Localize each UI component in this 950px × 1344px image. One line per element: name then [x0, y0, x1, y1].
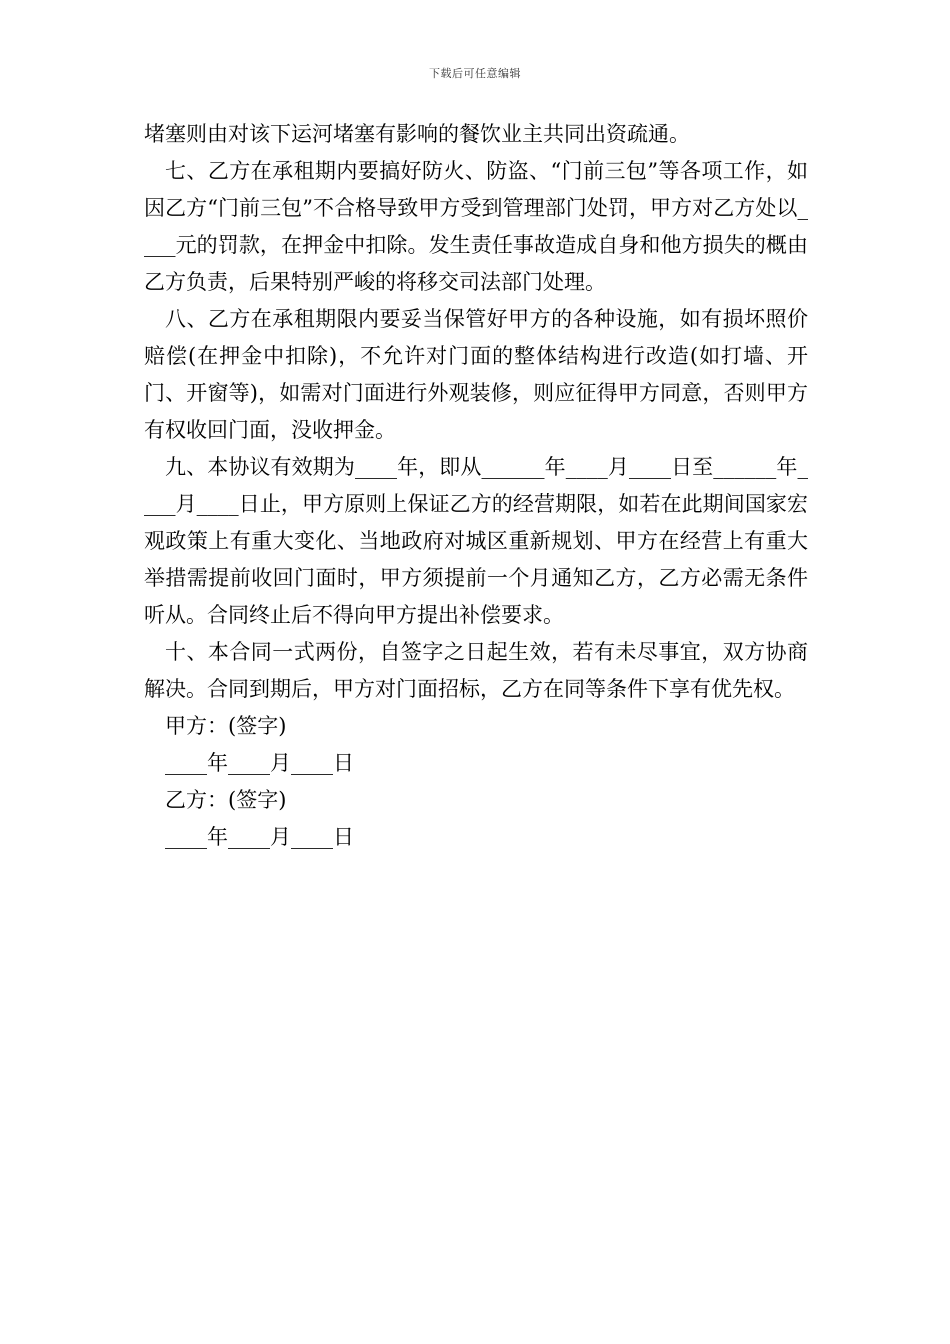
clause-8: 八、乙方在承租期限内要妥当保管好甲方的各种设施，如有损坏照价赔偿(在押金中扣除)，不允许对门面的整体结构进行改造(如打墙、开门、开窗等)，如需对门面进行外观装修，则应征得甲方同意，否则甲方有权收回门面，没收押金。: [144, 307, 808, 442]
clause-9: 九、本协议有效期为____年，即从______年____月____日至______年____月____日止，甲方原则上保证乙方的经营期限，如若在此期间国家宏观政策上有重大变化、当地政府对城区重新规划、甲方在经营上有重大举措需提前收回门面时，甲方须提前一个月通知乙方，乙方必需无条件听从。合同终止后不得向甲方提出补偿要求。: [144, 455, 808, 627]
clause-10: 十、本合同一式两份，自签字之日起生效，若有未尽事宜，双方协商解决。合同到期后，甲方对门面招标，乙方在同等条件下享有优先权。: [144, 640, 808, 701]
page-header: 下载后可任意编辑: [429, 67, 521, 80]
paragraph-continued: 堵塞则由对该下运河堵塞有影响的餐饮业主共同出资疏通。: [144, 122, 690, 146]
party-a-signature-date: ____年____月____日: [165, 751, 354, 775]
party-a-signature-label: 甲方：(签字): [165, 714, 287, 738]
document-body: [144, 116, 808, 856]
party-b-signature-date: ____年____月____日: [165, 825, 354, 849]
clause-7: 七、乙方在承租期内要搞好防火、防盗、“门前三包”等各项工作，如因乙方“门前三包”不合格导致甲方受到管理部门处罚，甲方对乙方处以____元的罚款，在押金中扣除。发生责任事故造成自身和他方损失的概由乙方负责，后果特别严峻的将移交司法部门处理。: [144, 159, 808, 294]
party-b-signature-label: 乙方：(签字): [165, 788, 287, 812]
